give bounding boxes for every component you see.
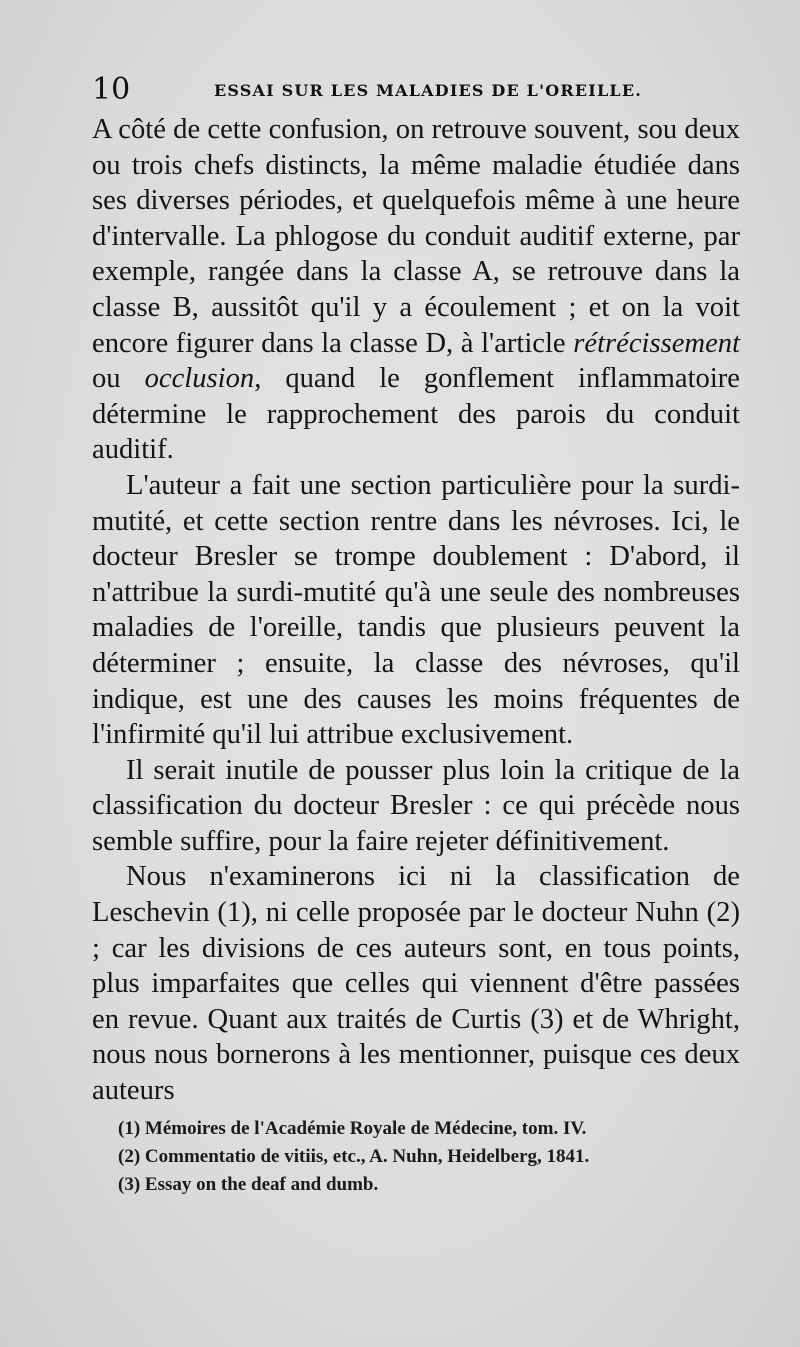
paragraph-3: Il serait inutile de pousser plus loin la critique de la classification du docteur Bresler : ce qui précède nous semble suffire, pour la faire rejeter définitivement. xyxy=(92,754,740,857)
running-title: ESSAI SUR LES MALADIES DE L'OREILLE. xyxy=(214,81,643,100)
footnote-2: (2) Commentatio de vitiis, etc., A. Nuhn, Heidelberg, 1841. xyxy=(118,1146,590,1167)
footnote-1: (1) Mémoires de l'Académie Royale de Médecine, tom. IV. xyxy=(118,1118,587,1139)
paragraph-2: L'auteur a fait une section particulière pour la surdi-mutité, et cette section rentre dans les névroses. Ici, le docteur Bresler se trompe doublement : D'abord, il n'attribue la surdi-mutité qu'à une seule des nombreuses maladies de l'oreille, tandis que plusieurs peuvent la déterminer ; ensuite, la classe des névroses, qu'il indique, est une des causes les moins fréquentes de l'infirmité qu'il lui attribue exclusivement. xyxy=(92,469,740,751)
page-number: 10 xyxy=(92,72,131,107)
paragraph-1 xyxy=(92,112,740,468)
paragraph-1-italic-1: rétrécissement xyxy=(573,327,741,359)
body-text xyxy=(92,112,740,1109)
footnote-3: (3) Essay on the deaf and dumb. xyxy=(118,1174,379,1195)
paragraph-1-text-b: , quand le gonflement inflammatoire détermine le rapprochement des parois du conduit auditif. xyxy=(92,363,740,466)
page-header xyxy=(92,72,742,108)
paragraph-1-text-mid: ou xyxy=(92,363,121,395)
paragraph-4: Nous n'examinerons ici ni la classification de Leschevin (1), ni celle proposée par le docteur Nuhn (2) ; car les divisions de ces auteurs sont, en tous points, plus imparfaites que celles qui viennent d'être passées en revue. Quant aux traités de Curtis (3) et de Whright, nous nous bornerons à les mentionner, puisque ces deux auteurs xyxy=(92,861,740,1107)
footnotes xyxy=(118,1115,748,1199)
paragraph-1-italic-2: occlusion xyxy=(144,363,255,395)
paragraph-1-text-a: A côté de cette confusion, on retrouve souvent, sou deux ou trois chefs distincts, la même maladie étudiée dans ses diverses périodes, et quelquefois même à une heure d'intervalle. La phlogose du conduit auditif externe, par exemple, rangée dans la classe A, se retrouve dans la classe B, aussitôt qu'il y a écoulement ; et on la voit encore figurer dans la classe D, à l'article xyxy=(92,114,740,359)
